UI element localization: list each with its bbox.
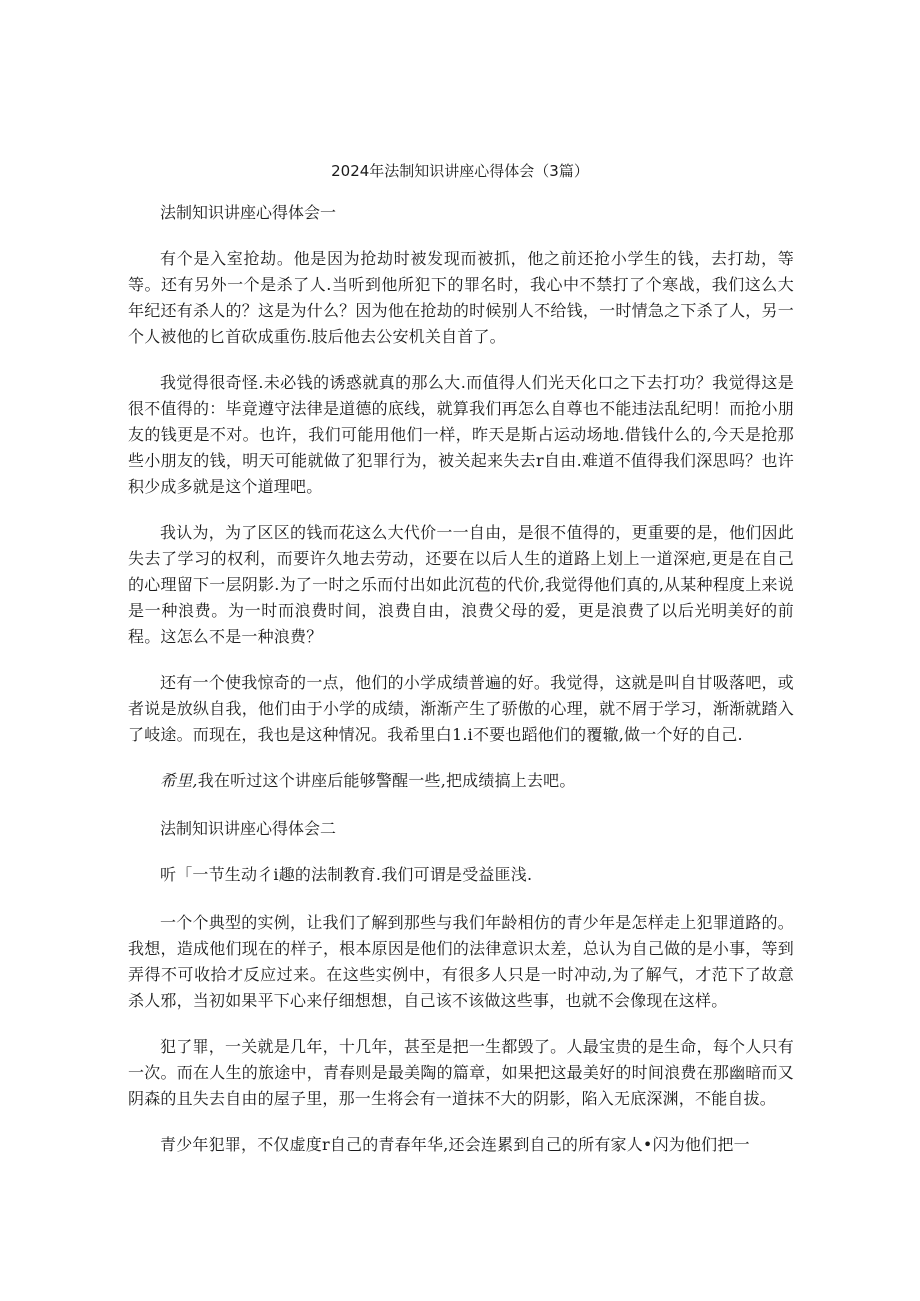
paragraph: 犯了罪，一关就是几年，十几年，甚至是把一生都毁了。人最宝贵的是生命，每个人只有一次。而在人生的旅途中，青春则是最美陶的篇章，如果把这最美好的时间浪费在那幽暗而又阴森的且失去自由的屋子里，那一生将会有一道抹不大的阴影，陷入无底深渊，不能自拔。 <box>128 1037 794 1108</box>
document-body <box>128 200 794 1178</box>
paragraph: 我觉得很奇怪.未必钱的诱惑就真的那么大.而值得人们光天化口之下去打功？我觉得这是很不值得的：毕竟遵守法律是道德的底线，就算我们再怎么自尊也不能违法乱纪明！而抢小朋友的钱更是不对。也许，我们可能用他们一样，昨天是斯占运动场地.借钱什么的,今天是抢那些小朋友的钱，明天可能就做了犯罪行为，被关起来失去r自由.难道不值得我们深思吗？也许积少成多就是这个道理吧。 <box>128 373 794 496</box>
paragraph: 一个个典型的实例，让我们了解到那些与我们年龄相仿的青少年是怎样走上犯罪道路的。我想，造成他们现在的样子，根本原因是他们的法律意识太差，总认为自己做的是小事，等到弄得不可收拾才反应过来。在这些实例中，有很多人只是一时冲动,为了解气，才范下了故意杀人邪，当初如果平下心来仔细想想，自己该不该做这些事，也就不会像现在这样。 <box>128 913 794 1010</box>
closing-paragraph <box>128 768 794 794</box>
closing-rest: 我在听过这个讲座后能够警醒一些,把成绩搞上去吧。 <box>197 771 576 790</box>
paragraph: 听「一节生动彳i趣的法制教育.我们可谓是受益匪浅. <box>160 865 533 884</box>
section-heading-1: 法制知识讲座心得体会一 <box>160 203 337 222</box>
paragraph: 还有一个使我惊奇的一点，他们的小学成绩普遍的好。我觉得，这就是叫自甘吸落吧，或者说是放纵自我，他们由于小学的成绩，渐渐产生了骄傲的心理，就不屑于学习，渐渐就踏入了岐途。而现在，我也是这种情况。我希里白1.i不要也蹈他们的覆辙,做一个好的自己. <box>128 673 794 744</box>
closing-lead: 希里, <box>160 771 198 790</box>
section-heading-2: 法制知识讲座心得体会二 <box>160 819 337 838</box>
paragraph: 我认为，为了区区的钱而花这么大代价一一自由，是很不值得的，更重要的是，他们因此失去了学习的权利，而要许久地去劳动，还要在以后人生的道路上划上一道深疤,更是在自己的心理留下一层阴影.为了一时之乐而付出如此沉苞的代价,我觉得他们真的,从某种程度上来说是一种浪费。为一时而浪费时间，浪费自由，浪费父母的爱，更是浪费了以后光明美好的前程。这怎么不是一种浪费？ <box>128 523 794 646</box>
paragraph: 有个是入室抢劫。他是因为抢劫时被发现而被抓，他之前还抢小学生的钱，去打劫，等等。还有另外一个是杀了人.当听到他所犯下的罪名时，我心中不禁打了个寒战，我们这么大年纪还有杀人的？这是为什么？因为他在抢劫的时候别人不给钱，一时情急之下杀了人，另一个人被他的匕首砍成重伤.肢后他去公安机关自首了。 <box>128 249 794 346</box>
paragraph: 青少年犯罪，不仅虚度r自己的青春年华,还会连累到自己的所有家人•闪为他们把一 <box>160 1135 750 1154</box>
document-title: 2024年法制知识讲座心得体会（3篇） <box>331 162 589 180</box>
